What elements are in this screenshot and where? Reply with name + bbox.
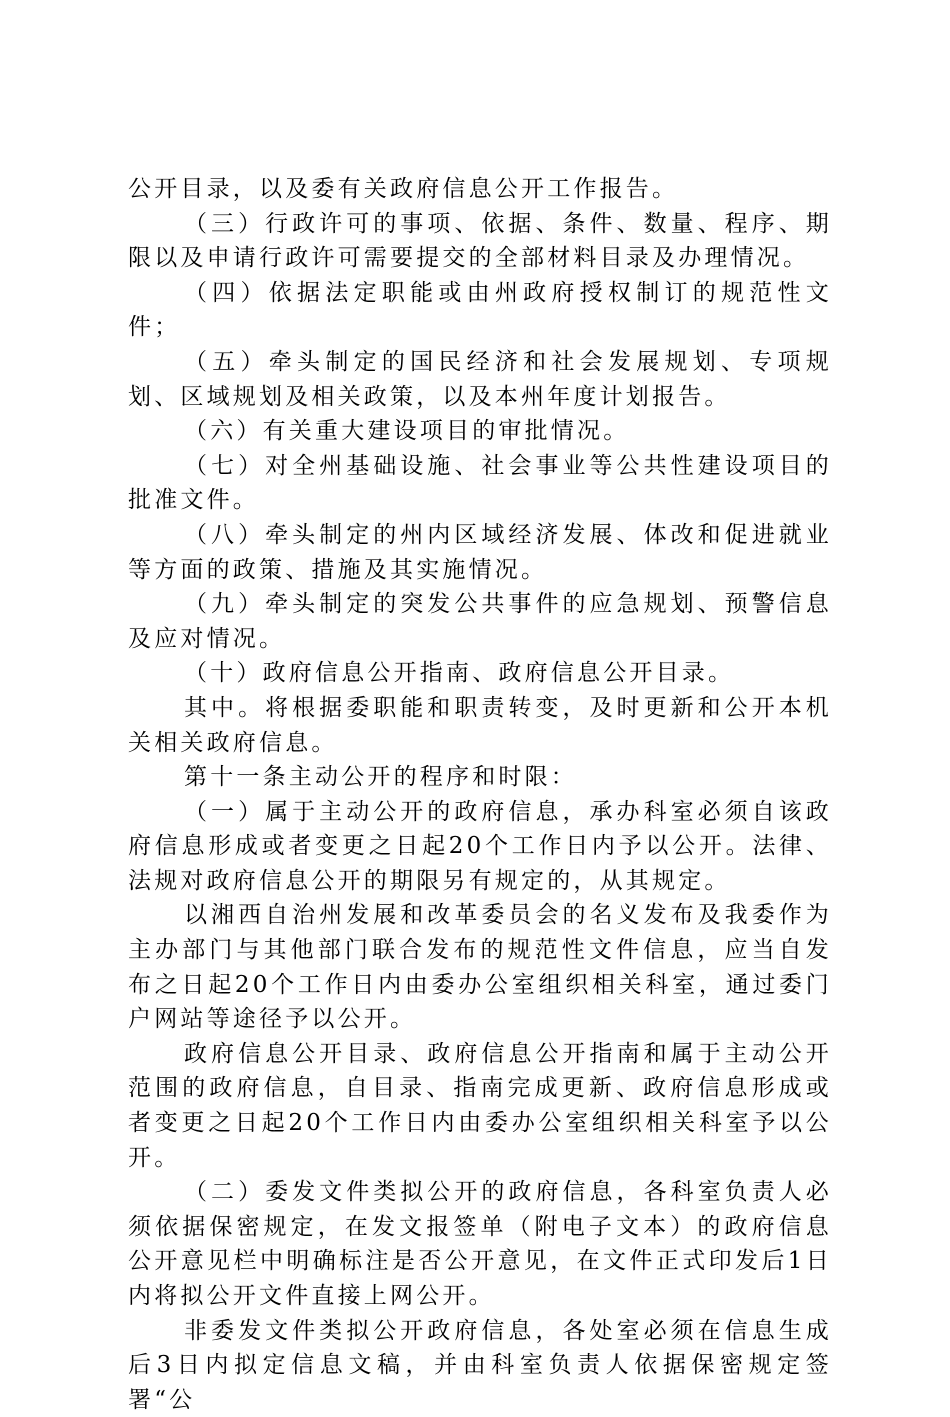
paragraph: （三）行政许可的事项、依据、条件、数量、程序、期限以及申请行政许可需要提交的全部材料目录及办理情况。	[128, 210, 832, 272]
paragraph: （二）委发文件类拟公开的政府信息，各科室负责人必须依据保密规定，在发文报签单（附电子文本）的政府信息公开意见栏中明确标注是否公开意见，在文件正式印发后1日内将拟公开文件直接上网公开。	[128, 1179, 832, 1309]
paragraph: 非委发文件类拟公开政府信息，各处室必须在信息生成后3日内拟定信息文稿，并由科室负责人依据保密规定签署“公	[128, 1317, 832, 1413]
paragraph: （六）有关重大建设项目的审批情况。	[184, 418, 630, 445]
paragraph: （四）依据法定职能或由州政府授权制订的规范性文件；	[128, 279, 832, 341]
paragraph: （一）属于主动公开的政府信息，承办科室必须自该政府信息形成或者变更之日起20个工作日内予以公开。法律、法规对政府信息公开的期限另有规定的，从其规定。	[128, 798, 832, 894]
paragraph: 公开目录，以及委有关政府信息公开工作报告。	[128, 176, 679, 202]
paragraph: （九）牵头制定的突发公共事件的应急规划、预警信息及应对情况。	[128, 591, 832, 652]
paragraph: （七）对全州基础设施、社会事业等公共性建设项目的批准文件。	[128, 452, 832, 514]
paragraph: （八）牵头制定的州内区域经济发展、体改和促进就业等方面的政策、措施及其实施情况。	[128, 521, 832, 583]
paragraph: （五）牵头制定的国民经济和社会发展规划、专项规划、区域规划及相关政策，以及本州年度计划报告。	[128, 348, 832, 410]
paragraph: （十）政府信息公开指南、政府信息公开目录。	[184, 660, 735, 687]
document-body	[128, 172, 832, 1417]
article-heading: 第十一条主动公开的程序和时限：	[184, 764, 577, 791]
paragraph: 以湘西自治州发展和改革委员会的名义发布及我委作为主办部门与其他部门联合发布的规范性文件信息，应当自发布之日起20个工作日内由委办公室组织相关科室，通过委门户网站等途径予以公开。	[128, 902, 832, 1033]
paragraph: 其中。将根据委职能和职责转变，及时更新和公开本机关相关政府信息。	[128, 694, 832, 756]
paragraph: 政府信息公开目录、政府信息公开指南和属于主动公开范围的政府信息，自目录、指南完成更新、政府信息形成或者变更之日起20个工作日内由委办公室组织相关科室予以公开。	[128, 1040, 832, 1171]
